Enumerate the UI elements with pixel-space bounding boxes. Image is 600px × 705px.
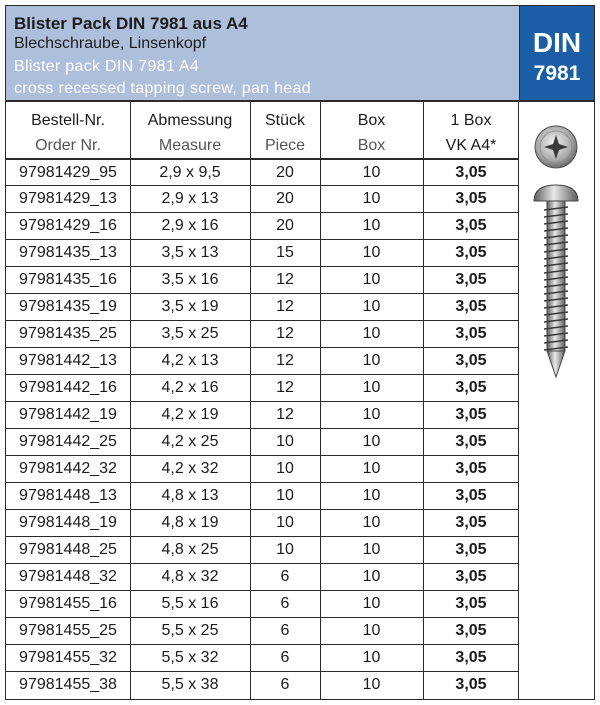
- order-no-cell: 97981455_38: [19, 676, 117, 693]
- box-cell: 10: [362, 271, 381, 288]
- measure-cell: 5,5 x 32: [161, 649, 219, 666]
- piece-cell: 12: [276, 406, 294, 423]
- order-no-cell: 97981455_16: [19, 595, 117, 612]
- measure-cell: 4,2 x 19: [161, 406, 219, 423]
- table-header-de: [6, 108, 519, 133]
- box-cell: 10: [362, 406, 381, 423]
- price-cell: 3,05: [455, 433, 487, 450]
- piece-cell: 10: [276, 487, 294, 504]
- price-cell: 3,05: [455, 217, 487, 234]
- piece-cell: 6: [280, 622, 290, 639]
- price-cell: 3,05: [455, 379, 487, 396]
- measure-cell: 5,5 x 25: [161, 622, 219, 639]
- order-no-cell: 97981442_32: [19, 460, 117, 477]
- measure-cell: 3,5 x 25: [161, 325, 219, 342]
- measure-cell: 2,9 x 9,5: [159, 164, 221, 181]
- box-cell: 10: [362, 676, 381, 693]
- measure-cell: 4,2 x 25: [161, 433, 219, 450]
- box-cell: 10: [362, 190, 381, 207]
- col-header-price: 1 Box: [450, 112, 492, 129]
- order-no-cell: 97981448_19: [19, 514, 117, 531]
- table-row: [6, 644, 519, 671]
- box-cell: 10: [362, 325, 381, 342]
- screw-illustration: [522, 115, 590, 395]
- piece-cell: 6: [280, 595, 290, 612]
- measure-cell: 5,5 x 38: [161, 676, 219, 693]
- measure-cell: 4,2 x 13: [161, 352, 219, 369]
- price-cell: 3,05: [455, 271, 487, 288]
- col-header-piece-en: Piece: [264, 137, 306, 154]
- order-no-cell: 97981448_32: [19, 568, 117, 585]
- piece-cell: 6: [280, 568, 290, 585]
- piece-cell: 10: [276, 433, 294, 450]
- box-cell: 10: [362, 433, 381, 450]
- piece-cell: 20: [276, 217, 294, 234]
- order-no-cell: 97981435_13: [19, 244, 117, 261]
- order-no-cell: 97981442_16: [19, 379, 117, 396]
- order-no-cell: 97981455_25: [19, 622, 117, 639]
- col-header-order-no: Bestell-Nr.: [31, 112, 105, 129]
- piece-cell: 10: [276, 514, 294, 531]
- table-row: [6, 590, 519, 617]
- order-no-cell: 97981435_25: [19, 325, 117, 342]
- col-header-measure: Abmessung: [147, 112, 233, 129]
- box-cell: 10: [362, 298, 381, 315]
- price-cell: 3,05: [455, 514, 487, 531]
- table-row: [6, 509, 519, 536]
- price-cell: 3,05: [455, 190, 487, 207]
- measure-cell: 3,5 x 13: [161, 244, 219, 261]
- table-row: [6, 239, 519, 266]
- box-cell: 10: [362, 649, 381, 666]
- box-cell: 10: [362, 622, 381, 639]
- measure-cell: 2,9 x 16: [161, 217, 219, 234]
- order-no-cell: 97981435_16: [19, 271, 117, 288]
- piece-cell: 10: [276, 541, 294, 558]
- price-cell: 3,05: [455, 649, 487, 666]
- box-cell: 10: [362, 460, 381, 477]
- table-row: [6, 617, 519, 644]
- table-row: [6, 158, 519, 185]
- order-no-cell: 97981435_19: [19, 298, 117, 315]
- din-badge-label: DIN: [532, 27, 582, 58]
- table-row: [6, 563, 519, 590]
- price-cell: 3,05: [455, 244, 487, 261]
- col-header-order-no-en: Order Nr.: [35, 137, 101, 154]
- order-no-cell: 97981448_25: [19, 541, 117, 558]
- price-cell: 3,05: [455, 164, 487, 181]
- price-cell: 3,05: [455, 298, 487, 315]
- price-cell: 3,05: [455, 622, 487, 639]
- measure-cell: 2,9 x 13: [161, 190, 219, 207]
- measure-cell: 3,5 x 19: [161, 298, 219, 315]
- price-cell: 3,05: [455, 595, 487, 612]
- measure-cell: 3,5 x 16: [161, 271, 219, 288]
- table-row: [6, 347, 519, 374]
- measure-cell: 4,8 x 25: [161, 541, 219, 558]
- din-badge: [519, 6, 594, 102]
- col-header-price-en: VK A4*: [445, 137, 497, 154]
- table-row: [6, 185, 519, 212]
- order-no-cell: 97981442_13: [19, 352, 117, 369]
- order-no-cell: 97981455_32: [19, 649, 117, 666]
- price-cell: 3,05: [455, 541, 487, 558]
- price-cell: 3,05: [455, 460, 487, 477]
- table-row: [6, 482, 519, 509]
- col-header-piece: Stück: [264, 112, 305, 129]
- screw-head-icon: [535, 126, 577, 168]
- table-row: [6, 536, 519, 563]
- box-cell: 10: [362, 244, 381, 261]
- din-badge-number: 7981: [533, 62, 581, 85]
- table-row: [6, 401, 519, 428]
- order-no-cell: 97981448_13: [19, 487, 117, 504]
- table-row: [6, 320, 519, 347]
- order-no-cell: 97981429_13: [19, 190, 117, 207]
- measure-cell: 4,8 x 13: [161, 487, 219, 504]
- table-header-en: [6, 133, 519, 158]
- title-de: Blister Pack DIN 7981 aus A4: [14, 14, 248, 33]
- piece-cell: 15: [276, 244, 294, 261]
- table-row: [6, 374, 519, 401]
- box-cell: 10: [362, 595, 381, 612]
- table-row: [6, 212, 519, 239]
- measure-cell: 4,2 x 16: [161, 379, 219, 396]
- table-row: [6, 293, 519, 320]
- piece-cell: 6: [280, 649, 290, 666]
- col-header-box-en: Box: [357, 137, 386, 154]
- measure-cell: 4,8 x 32: [161, 568, 219, 585]
- piece-cell: 10: [276, 460, 294, 477]
- order-no-cell: 97981442_19: [19, 406, 117, 423]
- subtitle-de: Blechschraube, Linsenkopf: [14, 35, 207, 52]
- piece-cell: 12: [276, 325, 294, 342]
- box-cell: 10: [362, 217, 381, 234]
- price-cell: 3,05: [455, 568, 487, 585]
- box-cell: 10: [362, 352, 381, 369]
- table-row: [6, 266, 519, 293]
- price-cell: 3,05: [455, 676, 487, 693]
- order-no-cell: 97981429_95: [19, 164, 117, 181]
- price-cell: 3,05: [455, 487, 487, 504]
- order-no-cell: 97981442_25: [19, 433, 117, 450]
- col-header-measure-en: Measure: [158, 137, 222, 154]
- box-cell: 10: [362, 379, 381, 396]
- measure-cell: 4,2 x 32: [161, 460, 219, 477]
- table-row: [6, 455, 519, 482]
- box-cell: 10: [362, 487, 381, 504]
- price-cell: 3,05: [455, 406, 487, 423]
- piece-cell: 6: [280, 676, 290, 693]
- box-cell: 10: [362, 541, 381, 558]
- piece-cell: 12: [276, 352, 294, 369]
- piece-cell: 12: [276, 271, 294, 288]
- screw-side-icon: [534, 185, 578, 377]
- title-en: Blister pack DIN 7981 A4: [14, 58, 200, 75]
- box-cell: 10: [362, 514, 381, 531]
- order-no-cell: 97981429_16: [19, 217, 117, 234]
- table-row: [6, 428, 519, 455]
- box-cell: 10: [362, 164, 381, 181]
- col-header-box: Box: [357, 112, 386, 129]
- price-cell: 3,05: [455, 325, 487, 342]
- piece-cell: 12: [276, 379, 294, 396]
- piece-cell: 12: [276, 298, 294, 315]
- piece-cell: 20: [276, 164, 294, 181]
- box-cell: 10: [362, 568, 381, 585]
- measure-cell: 5,5 x 16: [161, 595, 219, 612]
- table-row: [6, 671, 519, 698]
- subtitle-en: cross recessed tapping screw, pan head: [14, 80, 311, 97]
- piece-cell: 20: [276, 190, 294, 207]
- measure-cell: 4,8 x 19: [161, 514, 219, 531]
- price-cell: 3,05: [455, 352, 487, 369]
- product-header: [6, 6, 519, 102]
